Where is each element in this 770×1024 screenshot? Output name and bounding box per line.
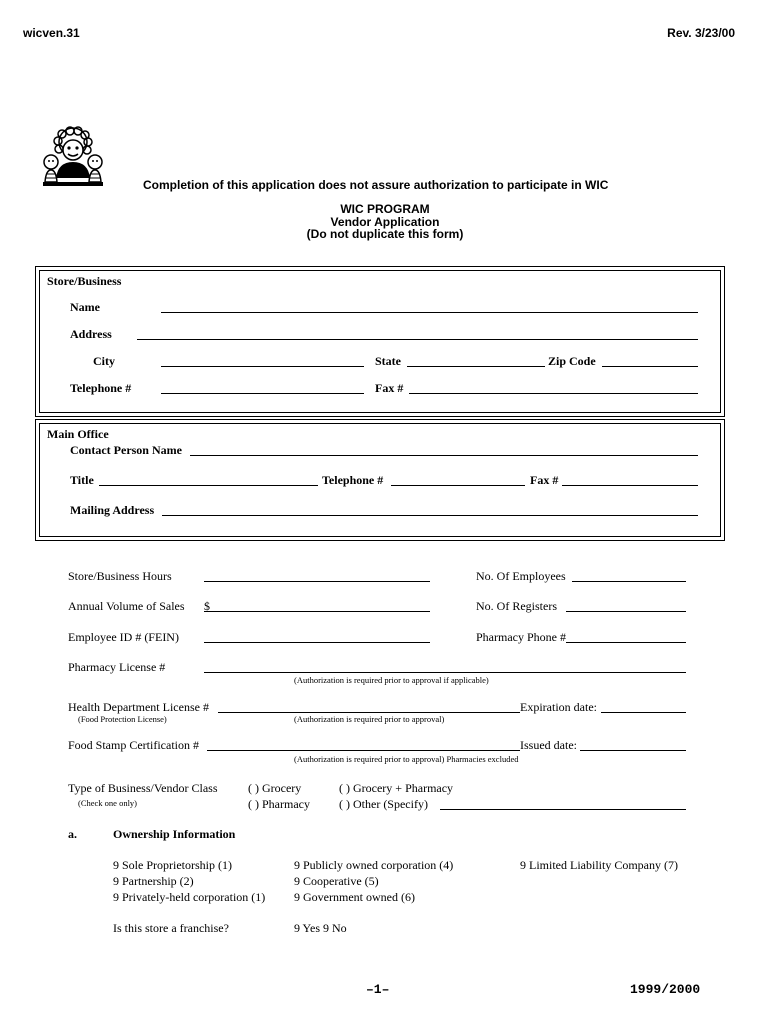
store-telephone-field[interactable]: [161, 393, 364, 394]
ownership-option[interactable]: 9 Cooperative (5): [294, 874, 379, 888]
page-number: –1–: [366, 982, 390, 997]
office-title-label: Title: [70, 473, 94, 487]
ownership-option[interactable]: 9 Sole Proprietorship (1): [113, 858, 232, 872]
check-one-note: (Check one only): [78, 798, 138, 808]
health-license-note: (Authorization is required prior to approval): [294, 714, 445, 724]
pharmacy-license-field[interactable]: [204, 672, 686, 673]
other-option[interactable]: ( ) Other (Specify): [339, 797, 428, 811]
state-field[interactable]: [407, 366, 545, 367]
city-label: City: [93, 354, 115, 368]
office-fax-label: Fax #: [530, 473, 559, 487]
food-stamp-field[interactable]: [207, 750, 520, 751]
participation-notice: Completion of this application does not assure authorization to participate in WIC: [143, 178, 609, 192]
issued-date-label: Issued date:: [520, 738, 577, 752]
revision-date: Rev. 3/23/00: [667, 26, 735, 40]
ownership-option[interactable]: 9 Publicly owned corporation (4): [294, 858, 454, 872]
form-title: Vendor Application: [330, 215, 440, 229]
office-title-field[interactable]: [99, 485, 318, 486]
form-id: wicven.31: [23, 26, 80, 40]
store-section-label: Store/Business: [47, 274, 122, 288]
zip-label: Zip Code: [548, 354, 596, 368]
wic-logo-icon: [40, 126, 106, 188]
health-license-label: Health Department License #: [68, 700, 209, 714]
registers-label: No. Of Registers: [476, 599, 557, 613]
store-telephone-label: Telephone #: [70, 381, 132, 395]
pharmacy-license-note: (Authorization is required prior to approval if applicable): [294, 675, 489, 685]
duplicate-notice: (Do not duplicate this form): [306, 227, 464, 241]
pharmacy-license-label: Pharmacy License #: [68, 660, 166, 674]
pharmacy-phone-label: Pharmacy Phone #: [476, 630, 566, 644]
office-telephone-label: Telephone #: [322, 473, 384, 487]
pharmacy-option[interactable]: ( ) Pharmacy: [248, 797, 310, 811]
other-specify-field[interactable]: [440, 809, 686, 810]
franchise-options[interactable]: 9 Yes 9 No: [294, 921, 347, 935]
food-protection-note: (Food Protection License): [78, 714, 167, 724]
fein-label: Employee ID # (FEIN): [68, 630, 179, 644]
store-fax-field[interactable]: [409, 393, 698, 394]
office-telephone-field[interactable]: [391, 485, 525, 486]
fein-field[interactable]: [204, 642, 430, 643]
franchise-question: Is this store a franchise?: [113, 921, 229, 935]
sales-volume-label: Annual Volume of Sales: [68, 599, 185, 613]
employees-field[interactable]: [572, 581, 686, 582]
name-field[interactable]: [161, 312, 698, 313]
grocery-pharmacy-option[interactable]: ( ) Grocery + Pharmacy: [339, 781, 454, 795]
issued-date-field[interactable]: [580, 750, 686, 751]
city-field[interactable]: [161, 366, 364, 367]
contact-person-field[interactable]: [190, 455, 698, 456]
health-license-field[interactable]: [218, 712, 520, 713]
ownership-option[interactable]: 9 Limited Liability Company (7): [520, 858, 678, 872]
contact-person-label: Contact Person Name: [70, 443, 182, 457]
expiration-field[interactable]: [601, 712, 686, 713]
ownership-heading: Ownership Information: [113, 827, 236, 841]
program-title: WIC PROGRAM: [340, 202, 430, 216]
vendor-class-label: Type of Business/Vendor Class: [68, 781, 218, 795]
grocery-option[interactable]: ( ) Grocery: [248, 781, 302, 795]
registers-field[interactable]: [566, 611, 686, 612]
address-label: Address: [70, 327, 112, 341]
office-fax-field[interactable]: [562, 485, 698, 486]
store-fax-label: Fax #: [375, 381, 404, 395]
food-stamp-label: Food Stamp Certification #: [68, 738, 199, 752]
ownership-option[interactable]: 9 Government owned (6): [294, 890, 415, 904]
expiration-label: Expiration date:: [520, 700, 597, 714]
employees-label: No. Of Employees: [476, 569, 566, 583]
food-stamp-note: (Authorization is required prior to approval) Pharmacies excluded: [294, 754, 519, 764]
main-office-section-label: Main Office: [47, 427, 109, 441]
ownership-letter: a.: [68, 827, 77, 841]
ownership-option[interactable]: 9 Privately-held corporation (1): [113, 890, 266, 904]
hours-label: Store/Business Hours: [68, 569, 172, 583]
sales-volume-field[interactable]: [204, 611, 430, 612]
pharmacy-phone-field[interactable]: [566, 642, 686, 643]
name-label: Name: [70, 300, 100, 314]
mailing-address-label: Mailing Address: [70, 503, 155, 517]
ownership-option[interactable]: 9 Partnership (2): [113, 874, 194, 888]
hours-field[interactable]: [204, 581, 430, 582]
form-year: 1999/2000: [630, 982, 701, 997]
zip-field[interactable]: [602, 366, 698, 367]
mailing-address-field[interactable]: [162, 515, 698, 516]
dollar-sign: $: [204, 599, 210, 613]
address-field[interactable]: [137, 339, 698, 340]
state-label: State: [375, 354, 401, 368]
